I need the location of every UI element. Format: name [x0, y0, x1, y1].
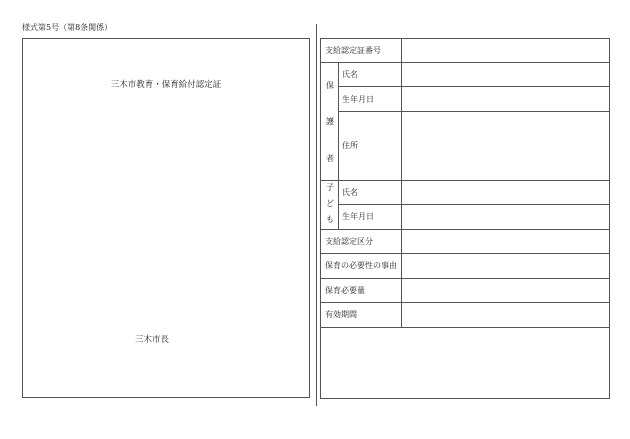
label-guardian-name: 氏名	[342, 70, 358, 79]
issuer-name: 三木市長	[135, 335, 170, 345]
label-required-childcare-amount: 保育必要量	[325, 286, 365, 295]
row-divider	[321, 229, 609, 230]
certificate-title: 三木市教育・保育給付認定証	[110, 80, 222, 90]
group-label-divider	[338, 62, 339, 229]
row-divider	[321, 180, 609, 181]
form-number-title: 様式第5号（第8条関係）	[22, 23, 113, 32]
row-divider	[321, 62, 609, 63]
label-certificate-number: 支給認定証番号	[325, 46, 381, 55]
row-divider	[338, 111, 609, 112]
row-divider	[321, 327, 609, 328]
label-child-name: 氏名	[342, 188, 358, 197]
row-divider	[321, 302, 609, 303]
child-group-char: ど	[326, 199, 334, 208]
row-divider	[338, 86, 609, 87]
certificate-details-table	[320, 38, 610, 399]
value-column-divider	[401, 39, 402, 327]
guardian-group-char: 保	[326, 81, 334, 90]
label-child-birthdate: 生年月日	[342, 212, 374, 221]
guardian-group-char: 者	[326, 154, 334, 163]
row-divider	[321, 253, 609, 254]
label-guardian-address: 住所	[342, 141, 358, 150]
label-certification-category: 支給認定区分	[325, 237, 373, 246]
child-group-char: 子	[326, 183, 334, 192]
row-divider	[338, 204, 609, 205]
label-guardian-birthdate: 生年月日	[342, 95, 374, 104]
row-divider	[321, 278, 609, 279]
label-reason-for-childcare: 保育の必要性の事由	[325, 261, 397, 270]
guardian-group-char: 護	[326, 117, 334, 126]
label-validity-period: 有効期間	[325, 310, 357, 319]
fold-divider	[316, 24, 317, 406]
certificate-front-panel	[22, 38, 310, 398]
child-group-char: も	[326, 215, 334, 224]
